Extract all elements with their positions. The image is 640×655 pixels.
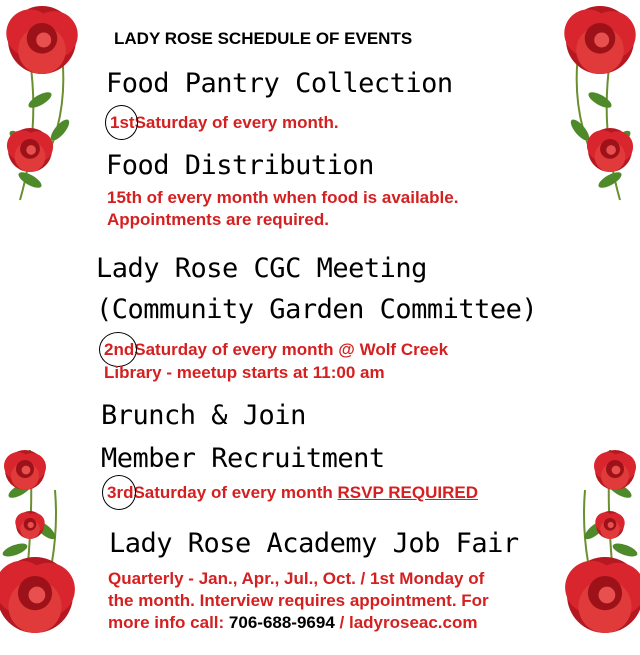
brunch-subheading: Member Recruitment (101, 443, 385, 474)
phone-number: 706-688-9694 (228, 613, 335, 632)
rose-corner-bottom-left (0, 430, 100, 655)
food-pantry-detail (110, 111, 339, 134)
leaf-icon (611, 541, 639, 559)
food-distribution-line1: 15th of every month when food is available. (107, 188, 459, 207)
job-fair-line2: the month. Interview requires appointment. For (108, 591, 489, 610)
food-pantry-heading: Food Pantry Collection (106, 68, 453, 99)
rose-icon (6, 6, 77, 74)
food-distribution-line2: Appointments are required. (107, 210, 329, 229)
food-pantry-ordinal: 1st (110, 113, 135, 132)
rose-icon (594, 450, 636, 490)
rose-icon (15, 511, 44, 539)
leaf-icon (48, 117, 72, 143)
job-fair-line3 (108, 611, 477, 634)
brunch-heading: Brunch & Join (101, 400, 306, 431)
website-link[interactable]: ladyroseac.com (348, 613, 478, 632)
cgc-meeting-location: Library - meetup starts at 11:00 am (104, 363, 385, 382)
contact-prefix: more info call: (108, 613, 229, 632)
rose-corner-top-left (0, 0, 100, 220)
rose-icon (587, 128, 633, 172)
rose-icon (595, 511, 624, 539)
rose-corner-bottom-right (540, 430, 640, 655)
rose-corner-top-right (540, 0, 640, 220)
cgc-meeting-detail (104, 338, 448, 361)
page-title: LADY ROSE SCHEDULE OF EVENTS (114, 29, 413, 48)
leaf-icon (596, 169, 624, 191)
contact-separator: / (334, 613, 349, 632)
rsvp-required-label: RSVP REQUIRED (337, 483, 478, 502)
brunch-schedule: Saturday of every month (133, 483, 338, 502)
job-fair-line1: Quarterly - Jan., Apr., Jul., Oct. / 1st Monday of (108, 569, 485, 588)
food-pantry-schedule: Saturday of every month. (134, 113, 339, 132)
brunch-ordinal: 3rd (107, 483, 134, 502)
cgc-meeting-subheading: (Community Garden Committee) (96, 294, 538, 325)
leaf-icon (16, 169, 44, 191)
cgc-meeting-heading: Lady Rose CGC Meeting (96, 253, 427, 284)
leaf-icon (26, 89, 54, 111)
rose-icon (0, 557, 75, 633)
cgc-meeting-ordinal: 2nd (104, 340, 135, 359)
rose-icon (7, 128, 53, 172)
rose-icon (564, 6, 635, 74)
food-distribution-heading: Food Distribution (106, 150, 374, 181)
rose-icon (565, 557, 640, 633)
brunch-detail (107, 481, 478, 504)
cgc-meeting-schedule: Saturday of every month @ Wolf Creek (134, 340, 449, 359)
leaf-icon (1, 541, 29, 559)
rose-icon (4, 450, 46, 490)
job-fair-heading: Lady Rose Academy Job Fair (109, 528, 519, 559)
leaf-icon (586, 89, 614, 111)
